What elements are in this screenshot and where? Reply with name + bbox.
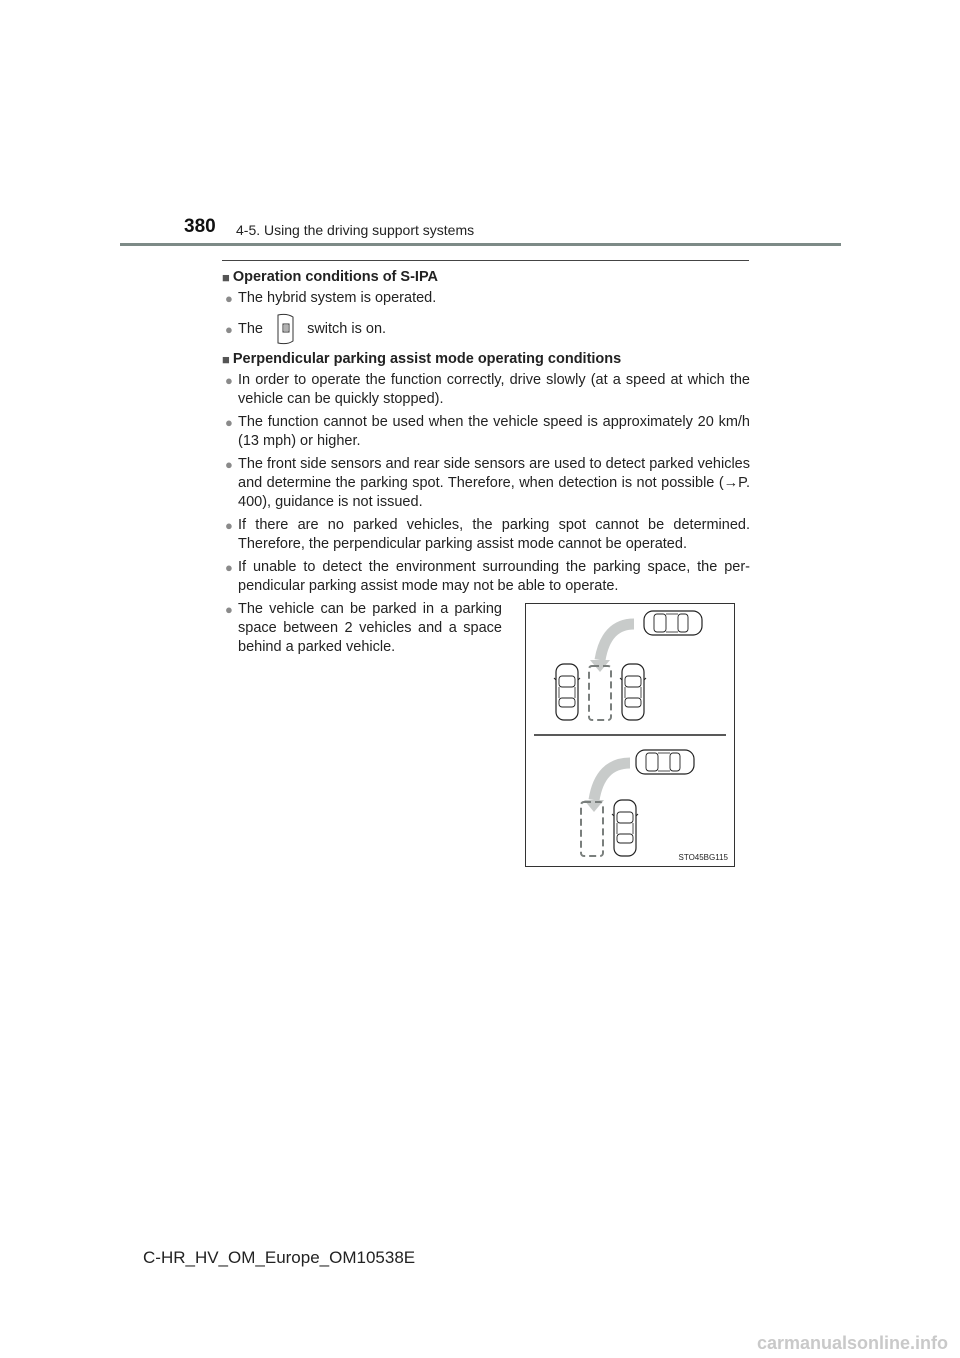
car-moving-top: [644, 611, 702, 635]
figure-code: STO45BG115: [678, 853, 728, 862]
parked-car-left: [554, 664, 580, 720]
header-rule: [120, 243, 841, 246]
subhead-perpendicular-conditions: ■ Perpendicular parking assist mode operating conditions: [222, 351, 622, 367]
target-space-bottom: [581, 802, 603, 856]
bullet-dot-icon: ●: [225, 457, 233, 472]
page-number: 380: [184, 216, 216, 237]
bullet-item: ● The hybrid system is operated.: [225, 290, 437, 306]
bullet-item: ● If there are no parked vehicles, the parking spot cannot be determined. Therefore, the perpendicular parking assist mode cannot be operated.: [225, 517, 750, 552]
bullet-item-switch: ● The switch is on.: [225, 311, 750, 347]
parked-car-right: [620, 664, 646, 720]
parking-illustration: [525, 603, 735, 867]
bullet-item: ● In order to operate the function correctly, drive slowly (at a speed at which the vehicle can be quickly stopped).: [225, 372, 750, 407]
bullet-dot-icon: ●: [225, 373, 233, 388]
content-body: [222, 266, 750, 657]
footer-doc-id: C-HR_HV_OM_Europe_OM10538E: [143, 1248, 416, 1267]
car-moving-bottom: [636, 750, 694, 774]
bullet-dot-icon: ●: [225, 415, 233, 430]
bullet-item: ● If unable to detect the environment surrounding the parking space, the per-pendicular parking assist mode may not be able to operate.: [225, 559, 750, 594]
content-rule: [222, 260, 749, 261]
bullet-item: ● The function cannot be used when the vehicle speed is approximately 20 km/h (13 mph) or higher.: [225, 414, 750, 449]
square-marker-icon: ■: [222, 270, 230, 285]
arrow-path-bottom: [594, 763, 630, 800]
chapter-title: 4-5. Using the driving support systems: [236, 222, 475, 238]
parked-car-single: [612, 800, 638, 856]
watermark: carmanualsonline.info: [756, 1333, 948, 1353]
bullet-dot-icon: ●: [225, 518, 233, 533]
s-ipa-switch-icon: [273, 311, 297, 347]
bullet-dot-icon: ●: [225, 321, 233, 337]
bullet-dot-icon: ●: [225, 560, 233, 575]
bullet-item: ● The front side sensors and rear side sensors are used to detect parked vehicles and determine the parking spot. Therefore, when detection is not possible (→P. 400), guidance is not issued.: [225, 456, 750, 510]
bullet-dot-icon: ●: [225, 602, 233, 617]
subhead-operation-conditions: ■ Operation conditions of S-IPA: [222, 269, 439, 285]
bullet-item: ● The vehicle can be parked in a parking space between 2 vehicles and a space behind a parked vehicle.: [225, 601, 502, 655]
bullet-dot-icon: ●: [225, 291, 233, 306]
parking-diagram: [526, 604, 734, 866]
arrow-path-top: [600, 624, 634, 660]
target-space-top: [589, 666, 611, 720]
square-marker-icon: ■: [222, 352, 230, 367]
